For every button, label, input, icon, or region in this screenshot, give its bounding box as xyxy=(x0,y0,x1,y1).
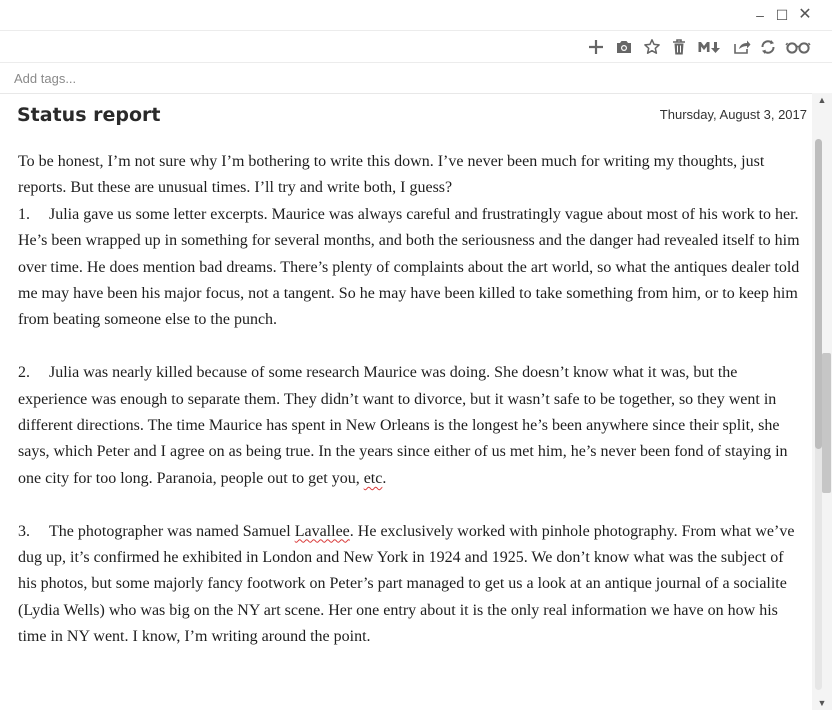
tags-bar xyxy=(0,62,832,94)
misspelled-word[interactable]: Lavallee xyxy=(294,522,350,540)
tags-input[interactable] xyxy=(14,69,514,87)
markdown-icon[interactable] xyxy=(696,35,724,59)
note-date: Thursday, August 3, 2017 xyxy=(659,107,807,122)
window-titlebar xyxy=(0,0,832,30)
note-title[interactable]: Status report xyxy=(17,104,161,126)
intro-paragraph: To be honest, I’m not sure why I’m bothering to write this down. I’ve never been much for writing my thoughts, just reports. But these are unusual times. I’ll try and write both, I guess? xyxy=(18,153,765,197)
star-icon[interactable] xyxy=(640,35,664,59)
scroll-down-arrow-icon[interactable]: ▼ xyxy=(817,698,827,708)
minimize-button[interactable]: – xyxy=(756,7,764,23)
note-content[interactable] xyxy=(0,93,812,710)
scroll-up-arrow-icon[interactable]: ▲ xyxy=(817,95,827,105)
list-item xyxy=(18,202,804,334)
close-button[interactable]: ✕ xyxy=(798,6,812,23)
camera-icon[interactable] xyxy=(612,35,636,59)
note-toolbar xyxy=(0,30,832,63)
list-item xyxy=(18,360,804,492)
list-item-text: Julia gave us some letter excerpts. Maurice was always careful and frustratingly vague about most of his work to her. He’s been wrapped up in something for several months, and both the seriousness and the danger had revealed itself to him over time. He does mention bad dreams. There’s plenty of complaints about the art world, so what the antiques dealer told me may have been his major focus, not a tangent. So he may have been killed to take something from him, or to keep him from beating someone else to the punch. xyxy=(18,205,800,329)
trash-icon[interactable] xyxy=(667,35,691,59)
maximize-button[interactable]: ☐ xyxy=(775,7,789,23)
outer-scrollbar-thumb[interactable] xyxy=(822,353,831,493)
list-item-text: Julia was nearly killed because of some research Maurice was doing. She doesn’t know what it was, but the experience was enough to separate them. They didn’t want to divorce, but it wasn’t safe to be together, so they went in different directions. The time Maurice has spent in New Orleans is the longest he’s been anywhere since their split, she says, which Peter and I agree on as being true. In the years since either of us met him, he’s never been fond of staying in one city for too long. Paranoia, people out to get you, xyxy=(18,364,788,487)
list-item xyxy=(18,519,804,651)
share-icon[interactable] xyxy=(730,35,754,59)
list-item-number: 2. xyxy=(18,364,30,382)
list-item-text-end: . He exclusively worked with pinhole photography. From what we’ve dug up, it’s confirmed he exhibited in London and New York in 1924 and 1925. We don’t know what was the subject of his photos, but some majorly fancy footwork on Peter’s part managed to get us a look at an antique journal of a socialite (Lydia Wells) who was big on the NY art scene. Her one entry about it is the only real information we have on how his time in NY went. I know, I’m writing around the point. xyxy=(18,522,795,646)
scrollbar-thumb[interactable] xyxy=(815,139,822,449)
scrollbar-track[interactable] xyxy=(815,139,822,690)
sync-icon[interactable] xyxy=(756,35,780,59)
list-item-text-end: . xyxy=(382,469,387,487)
glasses-icon[interactable] xyxy=(784,35,812,59)
vertical-scrollbar[interactable] xyxy=(812,93,832,710)
misspelled-word[interactable]: etc xyxy=(363,469,383,487)
plus-icon[interactable] xyxy=(584,35,608,59)
list-item-number: 3. xyxy=(18,522,30,540)
note-body[interactable] xyxy=(18,149,804,651)
list-item-text: The photographer was named Samuel xyxy=(49,522,295,540)
list-item-number: 1. xyxy=(18,205,30,223)
